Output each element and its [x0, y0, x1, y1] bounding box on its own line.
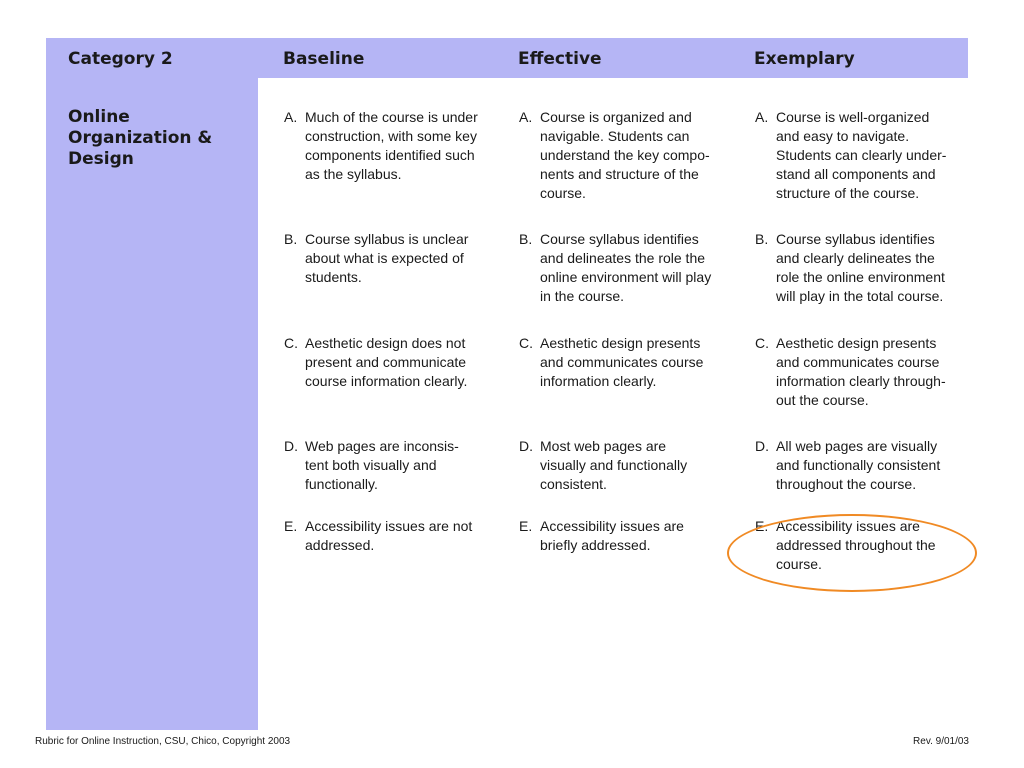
criterion-line: information clearly through-	[776, 373, 946, 389]
criterion-line: tent both visually and	[305, 457, 437, 473]
criterion-line: course.	[776, 556, 822, 572]
effective-criterion-e	[519, 517, 684, 555]
criterion-line: Course is organized and	[540, 109, 692, 125]
criterion-letter: D.	[284, 438, 298, 454]
criterion-line: understand the key compo-	[540, 147, 710, 163]
criterion-letter: B.	[519, 231, 533, 247]
criterion-line: will play in the total course.	[776, 288, 944, 304]
criterion-line: Students can clearly under-	[776, 147, 947, 163]
criterion-line: course information clearly.	[305, 373, 468, 389]
criterion-line: course.	[540, 185, 586, 201]
criterion-line: Much of the course is under	[305, 109, 478, 125]
criterion-line: in the course.	[540, 288, 625, 304]
criterion-line: Web pages are inconsis-	[305, 438, 459, 454]
criterion-text	[776, 230, 945, 306]
baseline-criterion-d	[284, 437, 459, 494]
criterion-line: and functionally consistent	[776, 457, 941, 473]
criterion-letter: E.	[284, 518, 298, 534]
criterion-line: All web pages are visually	[776, 438, 938, 454]
criterion-line: Aesthetic design does not	[305, 335, 466, 351]
criterion-text	[540, 517, 684, 555]
baseline-header: Baseline	[283, 49, 365, 69]
criterion-line: consistent.	[540, 476, 607, 492]
category-title	[68, 107, 212, 170]
criterion-line: and easy to navigate.	[776, 128, 910, 144]
criterion-line: navigable. Students can	[540, 128, 690, 144]
criterion-text	[305, 517, 472, 555]
criterion-text	[305, 230, 468, 287]
baseline-criterion-b	[284, 230, 468, 287]
criterion-line: Accessibility issues are	[776, 518, 920, 534]
criterion-line: functionally.	[305, 476, 378, 492]
criterion-line: visually and functionally	[540, 457, 688, 473]
category-header: Category 2	[68, 49, 173, 69]
criterion-line: Aesthetic design presents	[776, 335, 937, 351]
criterion-line: online environment will play	[540, 269, 712, 285]
category-title-line: Organization &	[68, 128, 213, 148]
criterion-letter: C.	[519, 335, 533, 351]
criterion-letter: E.	[519, 518, 533, 534]
criterion-line: nents and structure of the	[540, 166, 699, 182]
criterion-letter: E.	[755, 518, 769, 534]
effective-header: Effective	[518, 49, 602, 69]
highlight-ellipse	[727, 514, 977, 592]
criterion-text	[305, 108, 478, 184]
category-column	[46, 78, 258, 730]
criterion-line: Most web pages are	[540, 438, 667, 454]
criterion-line: briefly addressed.	[540, 537, 651, 553]
criterion-line: addressed.	[305, 537, 375, 553]
criterion-text	[305, 437, 459, 494]
baseline-criterion-a	[284, 108, 478, 184]
criterion-line: students.	[305, 269, 362, 285]
criterion-line: and communicates course	[540, 354, 704, 370]
criterion-line: about what is expected of	[305, 250, 464, 266]
footer-copyright: Rubric for Online Instruction, CSU, Chico, Copyright 2003	[35, 736, 291, 747]
baseline-criterion-e	[284, 517, 472, 555]
criterion-letter: D.	[755, 438, 769, 454]
criterion-letter: B.	[284, 231, 298, 247]
criterion-text	[540, 437, 687, 494]
exemplary-criterion-b	[755, 230, 945, 306]
criterion-line: Course syllabus identifies	[540, 231, 699, 247]
criterion-letter: B.	[755, 231, 769, 247]
criterion-line: Aesthetic design presents	[540, 335, 701, 351]
criterion-text	[540, 108, 710, 203]
criterion-line: and delineates the role the	[540, 250, 706, 266]
criterion-text	[776, 108, 946, 203]
exemplary-criterion-c	[755, 334, 946, 410]
criterion-line: out the course.	[776, 392, 869, 408]
exemplary-criterion-a	[755, 108, 946, 203]
effective-criterion-d	[519, 437, 687, 494]
criterion-line: role the online environment	[776, 269, 945, 285]
effective-criterion-b	[519, 230, 711, 306]
criterion-line: and clearly delineates the	[776, 250, 935, 266]
criterion-line: information clearly.	[540, 373, 657, 389]
effective-criterion-c	[519, 334, 703, 391]
criterion-line: and communicates course	[776, 354, 940, 370]
criterion-text	[540, 230, 711, 306]
criterion-letter: C.	[755, 335, 769, 351]
criterion-line: addressed throughout the	[776, 537, 936, 553]
criterion-line: structure of the course.	[776, 185, 920, 201]
exemplary-criterion-d	[755, 437, 940, 494]
criterion-line: construction, with some key	[305, 128, 477, 144]
criterion-line: stand all components and	[776, 166, 936, 182]
footer-revision: Rev. 9/01/03	[913, 736, 969, 747]
criterion-text	[305, 334, 467, 391]
criterion-letter: D.	[519, 438, 533, 454]
baseline-criterion-c	[284, 334, 467, 391]
category-title-line: Online	[68, 107, 130, 127]
criterion-text	[776, 437, 940, 494]
criterion-letter: A.	[519, 109, 533, 125]
criterion-text	[540, 334, 703, 391]
criterion-line: as the syllabus.	[305, 166, 402, 182]
criterion-line: Accessibility issues are	[540, 518, 684, 534]
criterion-line: Course syllabus identifies	[776, 231, 935, 247]
criterion-letter: C.	[284, 335, 298, 351]
criterion-letter: A.	[755, 109, 769, 125]
criterion-line: throughout the course.	[776, 476, 917, 492]
exemplary-header: Exemplary	[754, 49, 855, 69]
category-title-line: Design	[68, 149, 134, 169]
effective-criterion-a	[519, 108, 710, 203]
criterion-line: Course is well-organized	[776, 109, 930, 125]
criterion-line: present and communicate	[305, 354, 467, 370]
criterion-line: components identified such	[305, 147, 475, 163]
criterion-line: Accessibility issues are not	[305, 518, 473, 534]
criterion-line: Course syllabus is unclear	[305, 231, 469, 247]
criterion-letter: A.	[284, 109, 298, 125]
criterion-text	[776, 334, 946, 410]
